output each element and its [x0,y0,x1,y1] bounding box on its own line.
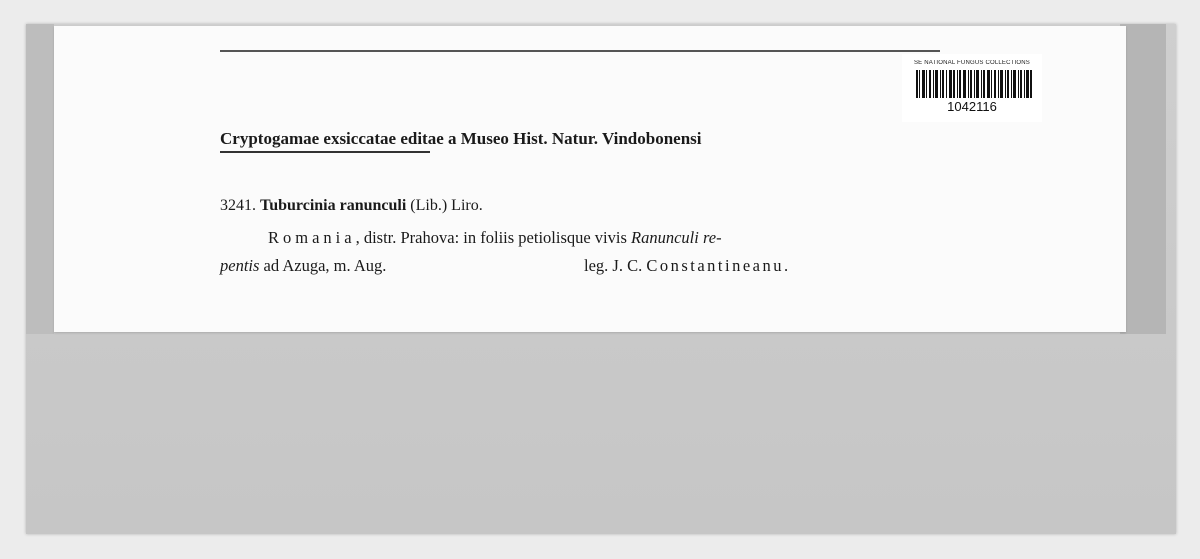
barcode-icon [916,70,1032,98]
collector [584,256,791,276]
series-title: Cryptogamae exsiccatae editae a Museo Hist. Natur. Vindobonensi [220,129,702,148]
exsiccata-number: 3241. [220,197,256,214]
barcode-number: 1042116 [947,99,997,114]
herbarium-label [54,26,1126,332]
barcode-sticker [902,54,1042,122]
top-rule [220,50,940,52]
barcode-header: SE NATIONAL FUNGUS COLLECTIONS [913,60,1031,66]
locality-text-1: , distr. Prahova: in foliis petiolisque vivis [355,228,627,247]
envelope-flap-left [26,24,54,334]
locality-country: Romania [268,228,356,247]
series-underline [220,151,430,153]
collector-prefix: leg. J. C. [584,256,643,275]
entry-line [220,197,483,215]
envelope-flap-right [1120,24,1166,334]
species-name: Tuburcinia ranunculi [260,197,407,214]
locality-line-2 [220,256,791,276]
locality-line-1 [268,228,722,248]
locality-text-2: ad Azuga, m. Aug. [263,256,387,275]
species-authority: (Lib.) Liro. [410,197,483,214]
host-name-part1: Ranunculi re- [631,228,722,247]
host-name-part2: pentis [220,256,260,275]
collector-name: Constantineanu. [646,256,791,275]
